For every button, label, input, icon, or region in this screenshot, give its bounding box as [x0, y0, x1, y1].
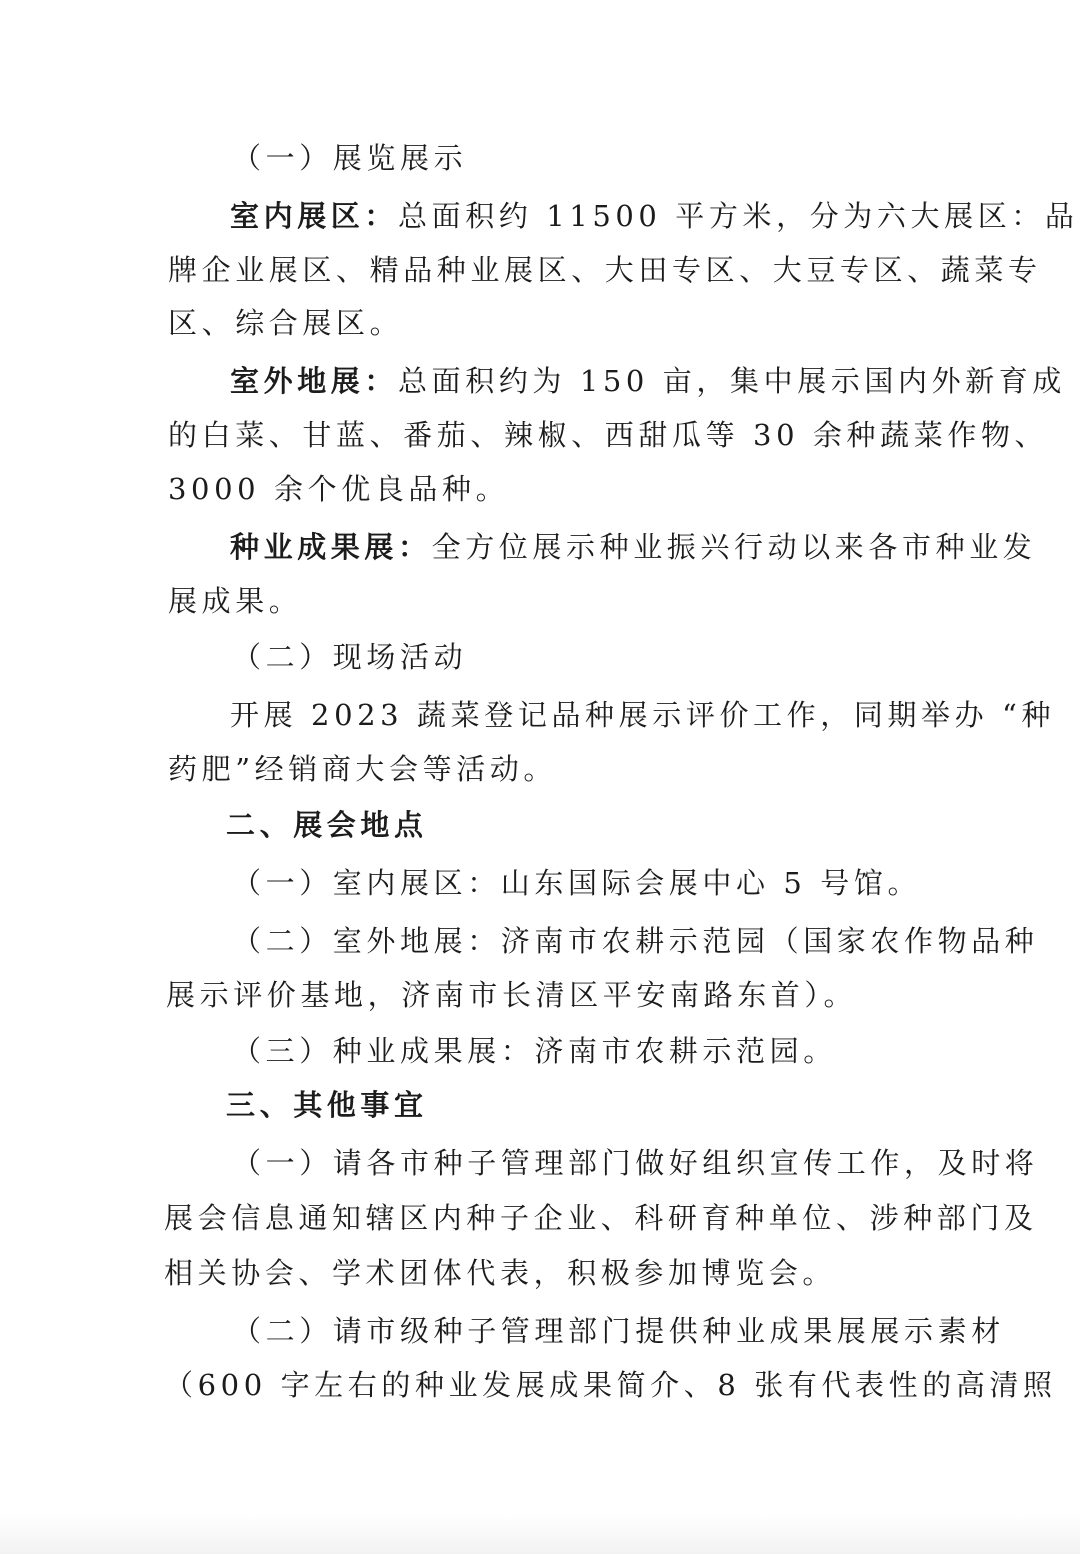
- outdoor-paragraph-line-2: 的白菜、甘蓝、番茄、辣椒、西甜瓜等 30 余种蔬菜作物、: [168, 418, 1049, 452]
- other-item-1-line-3: 相关协会、学术团体代表，积极参加博览会。: [164, 1256, 837, 1290]
- indoor-paragraph-line-3: 区、综合展区。: [168, 306, 404, 340]
- outdoor-paragraph-line-3: 3000 余个优良品种。: [168, 472, 510, 506]
- venue-item-3: （三）种业成果展：济南市农耕示范园。: [232, 1034, 837, 1068]
- other-item-2-line-1: （二）请市级种子管理部门提供种业成果展展示素材: [232, 1314, 1005, 1348]
- indoor-text-1: 总面积约 11500 平方米，分为六大展区：品: [398, 199, 1079, 233]
- page-bottom-shadow: [0, 1514, 1080, 1554]
- other-matters-heading: 三、其他事宜: [226, 1088, 428, 1122]
- achievement-paragraph-line-1: [0, 530, 1080, 564]
- other-item-2-line-2: （600 字左右的种业发展成果简介、8 张有代表性的高清照: [164, 1368, 1057, 1402]
- venue-item-2-line-1: （二）室外地展：济南市农耕示范园（国家农作物品种: [232, 924, 1039, 958]
- activities-line-1: 开展 2023 蔬菜登记品种展示评价工作，同期举办 “种: [230, 698, 1056, 732]
- achievement-paragraph-line-2: 展成果。: [168, 584, 303, 618]
- section-heading-activities: （二）现场活动: [232, 640, 468, 674]
- outdoor-text-1: 总面积约为 150 亩，集中展示国内外新育成: [398, 364, 1067, 398]
- other-item-1-line-1: （一）请各市种子管理部门做好组织宣传工作，及时将: [232, 1146, 1039, 1180]
- achievement-label: 种业成果展：: [230, 530, 432, 564]
- venue-item-2-line-2: 展示评价基地，济南市长清区平安南路东首）。: [166, 978, 858, 1012]
- other-item-1-line-2: 展会信息通知辖区内种子企业、科研育种单位、涉种部门及: [164, 1201, 1038, 1235]
- venue-item-1: （一）室内展区：山东国际会展中心 5 号馆。: [232, 866, 922, 900]
- section-heading-exhibition: （一）展览展示: [232, 141, 468, 175]
- outdoor-paragraph-line-1: [0, 364, 1080, 398]
- indoor-paragraph-line-1: [0, 199, 1080, 233]
- indoor-label: 室内展区：: [230, 199, 399, 233]
- activities-line-2: 药肥”经销商大会等活动。: [168, 752, 558, 786]
- outdoor-label: 室外地展：: [230, 364, 399, 398]
- venue-heading: 二、展会地点: [226, 808, 428, 842]
- achievement-text-1: 全方位展示种业振兴行动以来各市种业发: [431, 530, 1037, 564]
- indoor-paragraph-line-2: 牌企业展区、精品种业展区、大田专区、大豆专区、蔬菜专: [168, 253, 1042, 287]
